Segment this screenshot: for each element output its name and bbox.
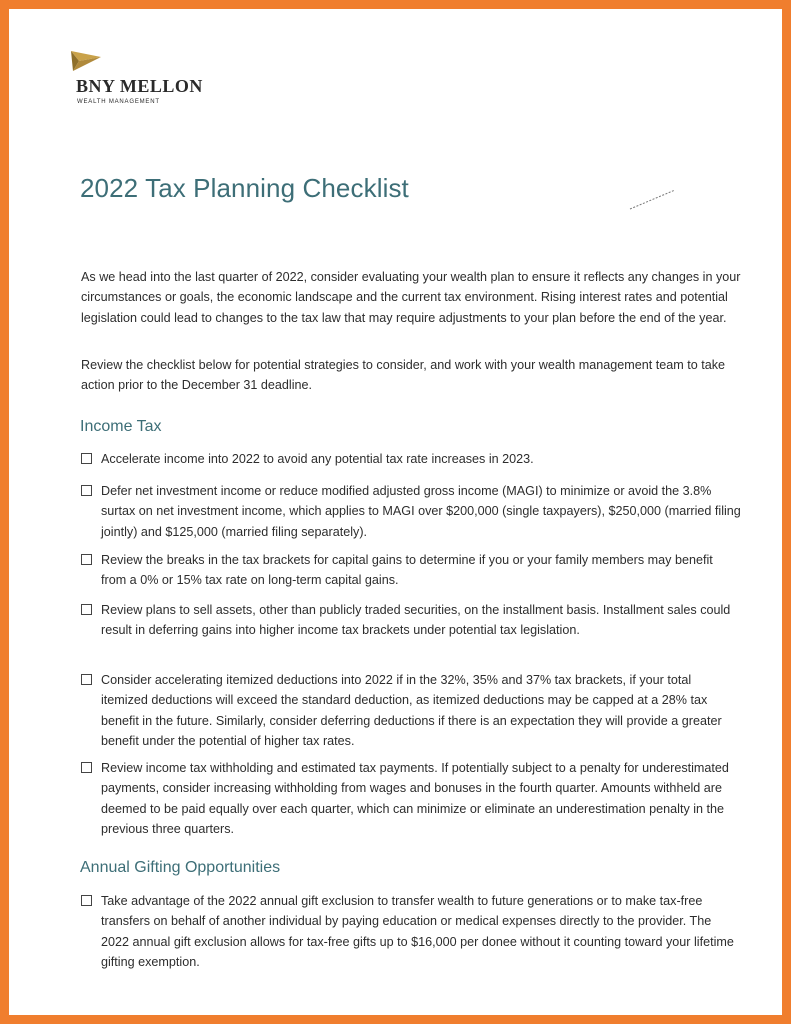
checkbox[interactable] xyxy=(81,554,92,565)
logo-name: BNY MELLON xyxy=(76,76,203,96)
checklist-item xyxy=(81,758,741,839)
checklist-item-text: Review income tax withholding and estimated tax payments. If potentially subject to a penalty for underestimated payments, consider increasing withholding from wages and bonuses in the fourth quarter. Amounts withheld are deemed to be paid equally over each quarter, which can minimize or eliminate an underestimation penalty in the previous three quarters. xyxy=(101,761,729,836)
checklist-item xyxy=(81,481,741,542)
checklist-item-text: Defer net investment income or reduce modified adjusted gross income (MAGI) to minimize or avoid the 3.8% surtax on net investment income, which applies to MAGI over $200,000 (single taxpayers), $250,000 (married filing jointly) and $125,000 (married filing separately). xyxy=(101,484,741,539)
checklist-item xyxy=(81,600,741,641)
company-logo xyxy=(71,49,231,111)
bny-mellon-arrow-icon xyxy=(71,49,105,73)
checkbox[interactable] xyxy=(81,604,92,615)
logo-subtitle: WEALTH MANAGEMENT xyxy=(77,99,160,105)
section-heading-income-tax: Income Tax xyxy=(80,418,162,435)
checkbox[interactable] xyxy=(81,895,92,906)
checklist-item-text: Accelerate income into 2022 to avoid any potential tax rate increases in 2023. xyxy=(101,452,534,466)
checklist-item xyxy=(81,670,741,751)
page-title: 2022 Tax Planning Checklist xyxy=(80,173,409,203)
decorative-line xyxy=(629,187,679,213)
checklist-item xyxy=(81,891,741,972)
intro-paragraph-2: Review the checklist below for potential strategies to consider, and work with your wealth management team to take action prior to the December 31 deadline. xyxy=(81,358,726,393)
checklist-item-text: Review plans to sell assets, other than publicly traded securities, on the installment basis. Installment sales could result in deferring gains into higher income tax brackets under potential tax legislation. xyxy=(101,603,731,638)
checkbox[interactable] xyxy=(81,485,92,496)
checklist-item-text: Review the breaks in the tax brackets for capital gains to determine if you or your family members may benefit from a 0% or 15% tax rate on long-term capital gains. xyxy=(101,553,713,588)
checklist-item-text: Consider accelerating itemized deductions into 2022 if in the 32%, 35% and 37% tax brackets, if your total itemized deductions will exceed the standard deduction, as itemized deductions may be capped at a 28% tax benefit in the future. Similarly, consider deferring deductions if there is an expectation they will provide a greater benefit under the potential of higher tax rates. xyxy=(101,673,722,748)
intro-paragraph-1: As we head into the last quarter of 2022, consider evaluating your wealth plan to ensure it reflects any changes in your circumstances or goals, the economic landscape and the current tax environment. Rising interest rates and potential legislation could lead to changes to the tax law that may require adjustments to your plan before the end of the year. xyxy=(81,270,741,325)
checklist-item-text: Take advantage of the 2022 annual gift exclusion to transfer wealth to future generations or to make tax-free transfers on behalf of another individual by paying education or medical expenses directly to the provider. The 2022 annual gift exclusion allows for tax-free gifts up to $16,000 per donee without it counting toward your lifetime gifting exemption. xyxy=(101,894,734,969)
checklist-item xyxy=(81,550,741,591)
checklist-item xyxy=(81,449,741,469)
checkbox[interactable] xyxy=(81,674,92,685)
section-heading-annual-gifting: Annual Gifting Opportunities xyxy=(80,859,281,876)
checkbox[interactable] xyxy=(81,453,92,464)
checkbox[interactable] xyxy=(81,762,92,773)
